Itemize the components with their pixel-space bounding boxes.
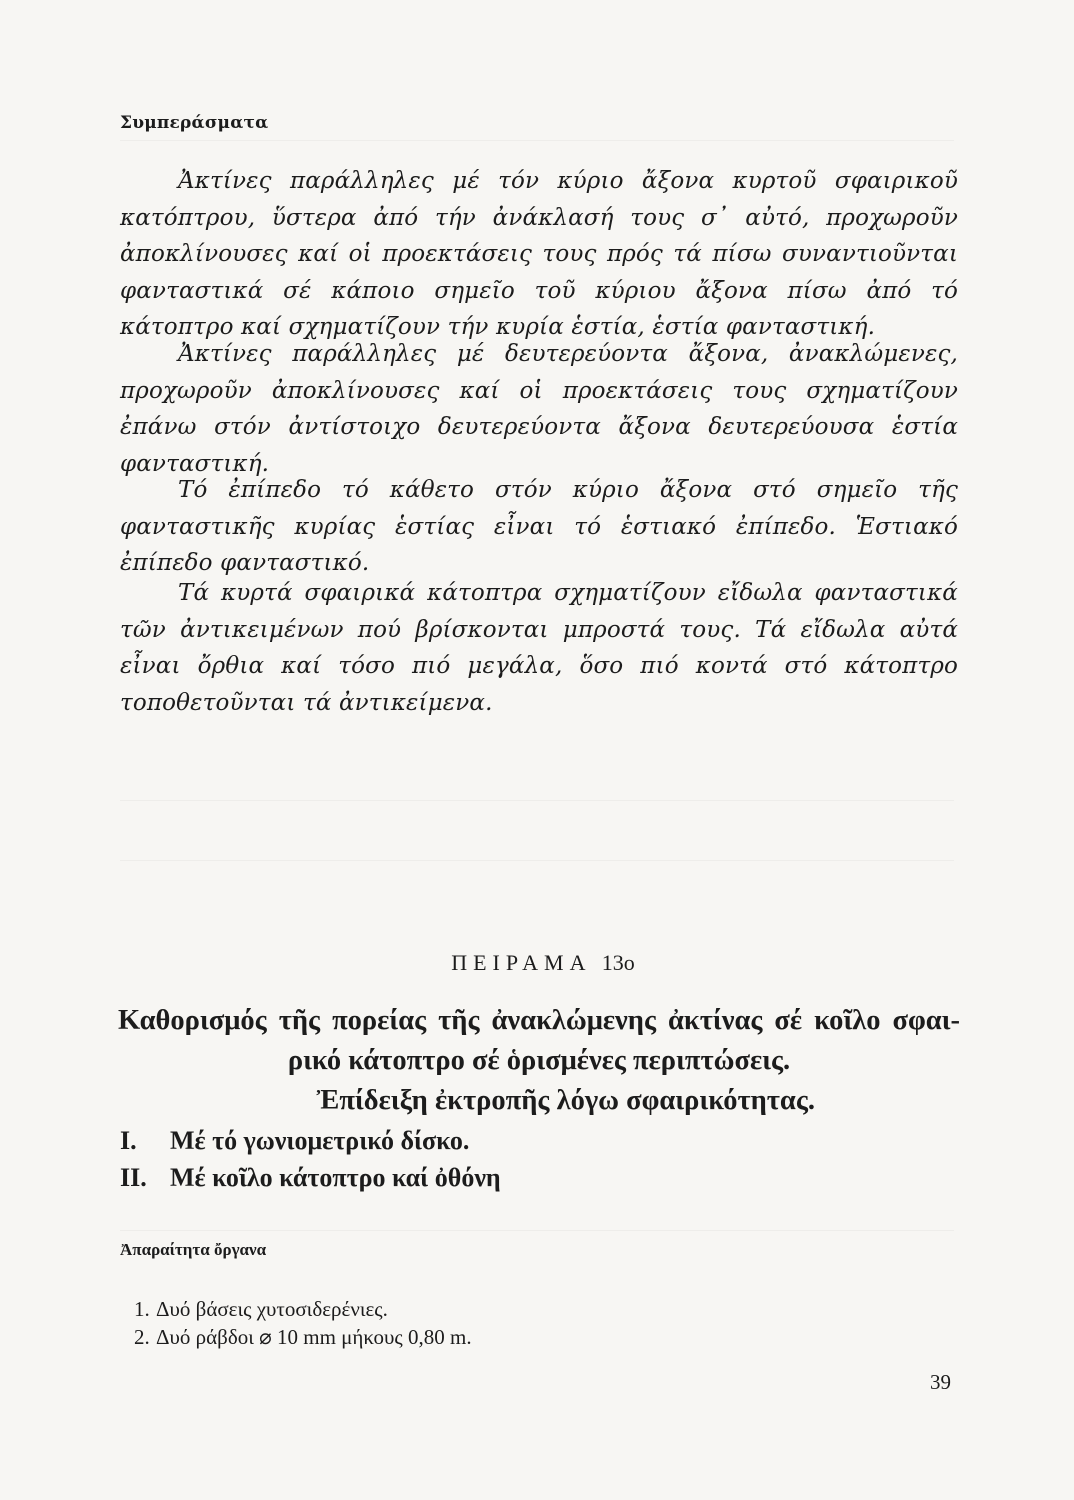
bleed-through-line: [120, 140, 954, 141]
conclusion-paragraph: Ἀκτίνες παράλληλες μέ τόν κύριο ἄξονα κυρτοῦ σφαιρικοῦ κατόπτρου, ὕστερα ἀπό τήν ἀνάκλασή τους σ᾽ αὐτό, προχωροῦν ἀποκλίνουσες καί οἱ προεκτάσεις τους πρός τά πίσω συναντιοῦνται φανταστικά σέ κάποιο σημεῖο τοῦ κύριου ἄξονα πίσω ἀπό τό κάτοπτρο καί σχηματίζουν τήν κυρία ἑστία, ἑστία φανταστική.: [120, 168, 958, 340]
section-heading: Συμπεράσματα: [120, 113, 269, 133]
conclusion-paragraph: Τό ἐπίπεδο τό κάθετο στόν κύριο ἄξονα στό σημεῖο τῆς φανταστικῆς κυρίας ἑστίας εἶναι τό ἑστιακό ἐπίπεδο. Ἑστιακό ἐπίπεδο φανταστικό.: [120, 477, 958, 576]
subtitle: [120, 1163, 501, 1193]
experiment-label: [0, 950, 1074, 976]
instruments-heading: Ἀπαραίτητα ὄργανα: [120, 1240, 267, 1259]
instrument-number: 1.: [134, 1297, 150, 1321]
bleed-through-line: [120, 800, 954, 801]
conclusion-paragraph: Τά κυρτά σφαιρικά κάτοπτρα σχηματίζουν εἴδωλα φανταστικά τῶν ἀντικειμένων πού βρίσκονται μπροστά τους. Τά εἴδωλα αὐτά εἶναι ὄρθια καί τόσο πιό μεγάλα, ὅσο πιό κοντά στό κάτοπτρο τοποθετοῦνται τά ἀντικείμενα.: [120, 580, 958, 716]
subtitle-text: Μέ κοῖλο κάτοπτρο καί ὀθόνη: [170, 1163, 501, 1192]
experiment-title-line: Ἐπίδειξη ἐκτροπῆς λόγω σφαιρικότητας.: [316, 1085, 815, 1116]
experiment-number: 13ο: [601, 950, 635, 975]
bleed-through-line: [120, 860, 954, 861]
experiment-title-line: Καθορισμός τῆς πορείας τῆς ἀνακλώμενης ἀκτίνας σέ κοῖλο σφαι-: [118, 1005, 960, 1036]
instrument-number: 2.: [134, 1325, 150, 1349]
instrument-item: [134, 1325, 472, 1350]
conclusion-paragraph: Ἀκτίνες παράλληλες μέ δευτερεύοντα ἄξονα, ἀνακλώμενες, προχωροῦν ἀποκλίνουσες καί οἱ προεκτάσεις τους σχηματίζουν ἐπάνω στόν ἀντίστοιχο δευτερεύοντα ἄξονα δευτερεύουσα ἑστία φανταστική.: [120, 341, 958, 477]
instrument-text: Δυό ράβδοι ⌀ 10 mm μήκους 0,80 m.: [156, 1325, 472, 1349]
page-number: 39: [930, 1370, 951, 1394]
subtitle: [120, 1126, 469, 1156]
bleed-through-line: [120, 1230, 954, 1231]
subtitle-text: Μέ τό γωνιομετρικό δίσκο.: [170, 1126, 470, 1155]
subtitle-numeral: I.: [120, 1126, 137, 1155]
instrument-text: Δυό βάσεις χυτοσιδερένιες.: [156, 1297, 388, 1321]
experiment-title-line: ρικό κάτοπτρο σέ ὁρισμένες περιπτώσεις.: [287, 1045, 791, 1076]
experiment-label-text: ΠΕΙΡΑΜΑ: [451, 950, 591, 975]
instrument-item: [134, 1297, 388, 1322]
subtitle-numeral: II.: [120, 1163, 147, 1192]
